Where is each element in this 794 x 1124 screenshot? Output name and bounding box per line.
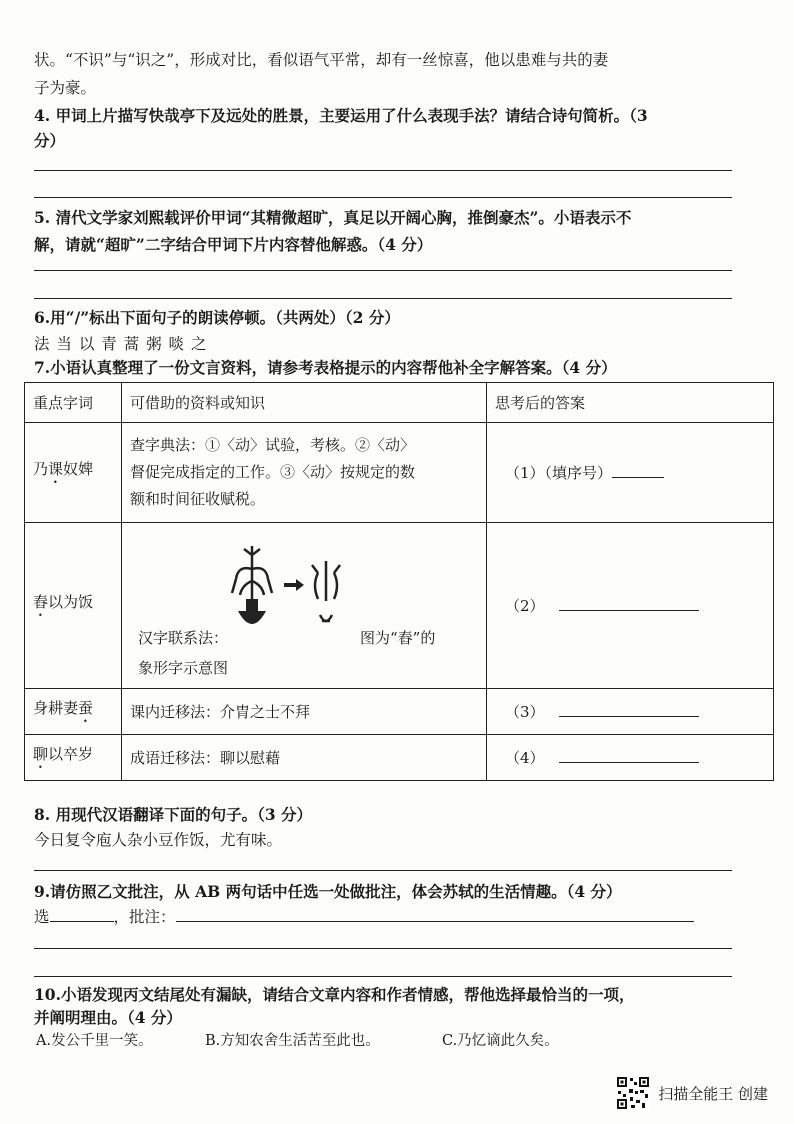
row2-answer[interactable]: （2）	[487, 523, 774, 689]
answer-blank-3[interactable]	[559, 702, 699, 717]
q5-prompt-line-2: 解，请就“超旷”二字结合甲词下片内容替他解惑。（4 分）	[34, 235, 433, 254]
q4-prompt-line-1: 4. 甲词上片描写快哉亭下及远处的胜景，主要运用了什么表现手法？请结合诗句简析。（3	[34, 106, 648, 125]
scanner-brand-text: 扫描全能王 创建	[658, 1084, 768, 1103]
q5-answer-line-2[interactable]	[34, 298, 732, 299]
q8-answer-line[interactable]	[34, 870, 732, 871]
row4-key-word: 聊以卒岁	[25, 735, 122, 781]
q10-option-b[interactable]: B.方知农舍生活苦至此也。	[205, 1033, 380, 1049]
q8-prompt: 8. 用现代汉语翻译下面的句子。（3 分）	[34, 805, 313, 824]
row3-answer[interactable]: （3）	[487, 689, 774, 735]
header-key-word: 重点字词	[25, 383, 122, 423]
header-answer: 思考后的答案	[487, 383, 774, 423]
answer-blank-1[interactable]	[612, 463, 664, 478]
q9-answer-line-2[interactable]	[34, 976, 732, 977]
header-resource: 可借助的资料或知识	[122, 383, 487, 423]
q7-table	[24, 382, 774, 781]
table-header-row	[25, 383, 774, 423]
answer-blank-4[interactable]	[559, 748, 699, 763]
row3-resource: 课内迁移法：介胄之士不拜	[122, 689, 487, 735]
table-row	[25, 423, 774, 523]
row4-resource: 成语迁移法：聊以慰藉	[122, 735, 487, 781]
row2-key-word: 舂以为饭	[25, 523, 122, 689]
q4-prompt-line-2: 分）	[34, 131, 66, 150]
q6-sentence[interactable]: 法 当 以 青 蒿 粥 啖 之	[34, 335, 208, 353]
q4-answer-line-2[interactable]	[34, 197, 732, 198]
q10-option-c[interactable]: C.乃忆谪此久矣。	[442, 1033, 559, 1049]
intro-line-1: 状。“不识”与“识之”，形成对比，看似语气平常，却有一丝惊喜，他以患难与共的妻	[34, 51, 609, 69]
row1-resource: 查字典法：①〈动〉试验，考核。②〈动〉 督促完成指定的工作。③〈动〉按规定的数 额和时间征收赋税。	[122, 423, 487, 523]
answer-blank-2[interactable]	[559, 596, 699, 611]
q10-prompt-line-2: 并阐明理由。（4 分）	[34, 1008, 182, 1027]
q7-prompt: 7.小语认真整理了一份文言资料，请参考表格提示的内容帮他补全字解答案。（4 分）	[34, 358, 617, 377]
intro-line-2: 子为豪。	[34, 79, 97, 97]
q6-prompt: 6.用“/”标出下面句子的朗读停顿。（共两处）（2 分）	[34, 308, 400, 327]
q5-prompt-line-1: 5. 清代文学家刘熙载评价甲词“其精微超旷，真足以开阔心胸，推倒豪杰”。小语表示不	[34, 208, 632, 227]
q9-answer-row: 选 ，批注：	[34, 905, 694, 929]
q9-select-blank[interactable]	[50, 907, 114, 922]
q4-answer-line-1[interactable]	[34, 170, 732, 171]
qr-code-icon	[616, 1076, 650, 1110]
pestle-mortar-icon	[222, 541, 362, 641]
q9-prompt: 9.请仿照乙文批注，从 AB 两句话中任选一处做批注，体会苏轼的生活情趣。（4 分）	[34, 882, 622, 901]
row2-resource: 汉字联系法： 图为“舂”的 象形字示意图	[122, 523, 487, 689]
q9-answer-line-1[interactable]	[34, 948, 732, 949]
table-row	[25, 735, 774, 781]
q5-answer-line-1[interactable]	[34, 270, 732, 271]
q10-option-a[interactable]: A.发公千里一笑。	[36, 1033, 153, 1049]
row1-answer[interactable]: （1）（填序号）	[487, 423, 774, 523]
q10-prompt-line-1: 10.小语发现丙文结尾处有漏缺，请结合文章内容和作者情感，帮他选择最恰当的一项，	[34, 985, 635, 1004]
table-row	[25, 523, 774, 689]
row1-key-word: 乃课奴婢	[25, 423, 122, 523]
q9-comment-blank[interactable]	[176, 907, 694, 922]
table-row	[25, 689, 774, 735]
q8-sentence: 今日复令庖人杂小豆作饭，尤有味。	[34, 831, 283, 849]
scanner-watermark	[616, 1076, 768, 1110]
row3-key-word: 身耕妻蚕	[25, 689, 122, 735]
row4-answer[interactable]: （4）	[487, 735, 774, 781]
